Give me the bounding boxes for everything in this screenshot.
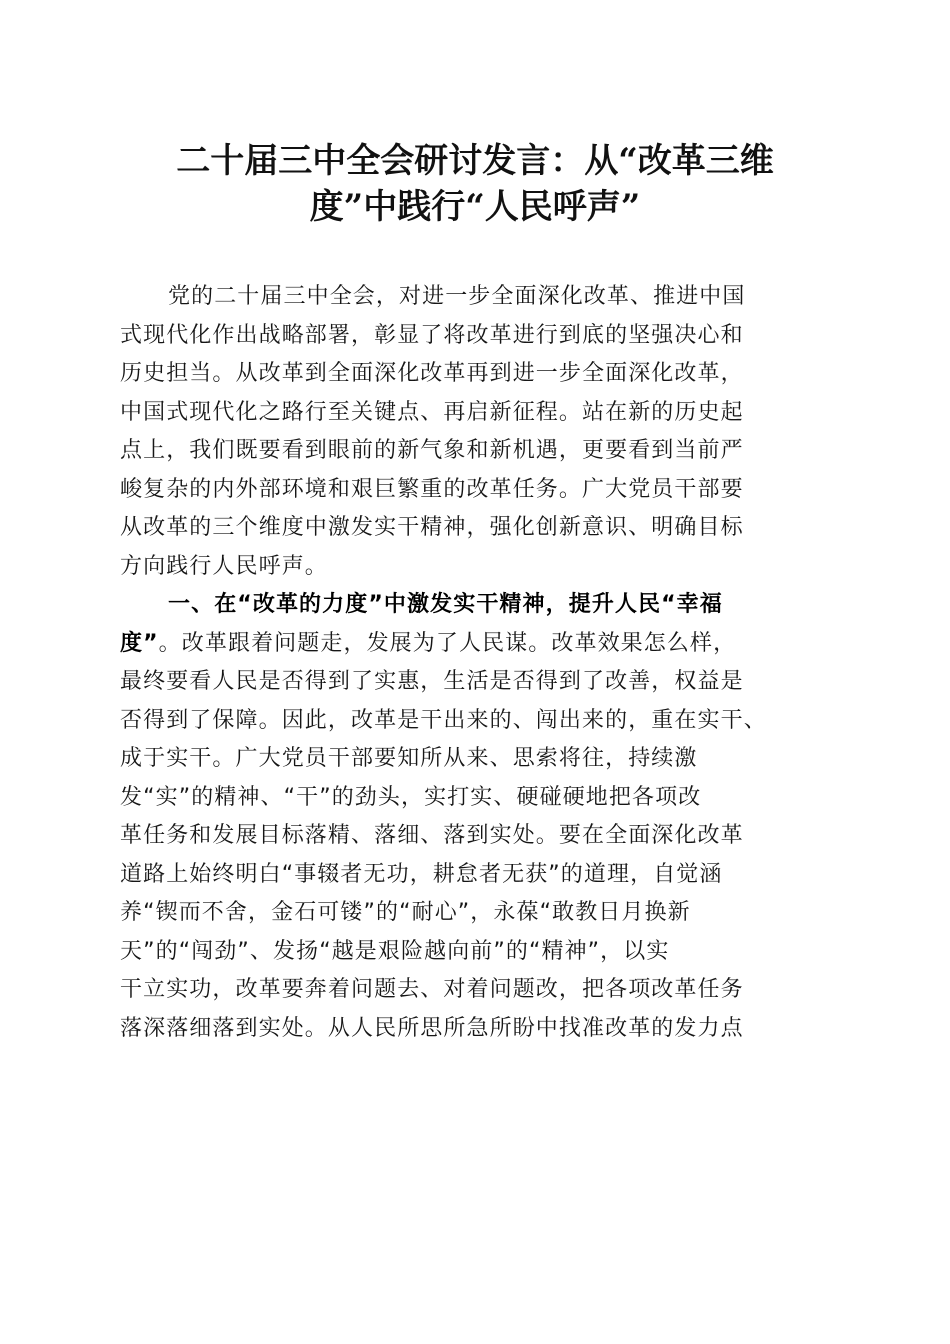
document-body — [120, 278, 832, 1048]
text-line: 式现代化作出战略部署，彰显了将改革进行到底的坚强决心和 — [120, 322, 744, 348]
title-line: 二十届三中全会研讨发言：从“改革三维 — [176, 141, 774, 181]
text-line: 从改革的三个维度中激发实干精神，强化创新意识、明确目标 — [120, 515, 744, 540]
section-heading-end: 度” — [120, 630, 159, 656]
text-line — [120, 625, 832, 664]
text-line: 天”的“闯劲”、发扬“越是艰险越向前”的“精神”，以实 — [120, 938, 670, 964]
text-line: 养“锲而不舍，金石可镂”的“耐心”，永葆“敢教日月换新 — [120, 900, 691, 925]
section-heading: 一、在“改革的力度”中激发实干精神，提升人民“幸福 — [168, 592, 723, 617]
text-line: 成于实干。广大党员干部要知所从来、思索将往，持续激 — [120, 746, 698, 771]
text-line: 落深落细落到实处。从人民所思所急所盼中找准改革的发力点 — [120, 1015, 744, 1041]
text-fragment: 。改革跟着问题走，发展为了人民谋。改革效果怎么样， — [158, 630, 737, 656]
text-line: 干立实功，改革要奔着问题去、对着问题改，把各项改革任务 — [120, 977, 744, 1002]
paragraph-intro — [120, 278, 832, 586]
title-line: 度”中践行“人民呼声” — [309, 187, 641, 227]
text-line: 党的二十届三中全会，对进一步全面深化改革、推进中国 — [168, 284, 746, 309]
text-line: 发“实”的精神、“干”的劲头，实打实、硬碰硬地把各项改 — [120, 784, 702, 810]
text-line: 点上，我们既要看到眼前的新气象和新机遇，更要看到当前严 — [120, 438, 744, 463]
text-line: 否得到了保障。因此，改革是干出来的、闯出来的，重在实干、 — [120, 707, 767, 733]
text-line: 方向践行人民呼声。 — [120, 553, 328, 579]
text-line: 道路上始终明白“事辍者无功，耕怠者无获”的道理，自觉涵 — [120, 861, 723, 887]
text-line: 革任务和发展目标落精、落细、落到实处。要在全面深化改革 — [120, 823, 744, 848]
text-line: 中国式现代化之路行至关键点、再启新征程。站在新的历史起 — [120, 399, 744, 425]
document-title — [120, 138, 830, 230]
text-line: 峻复杂的内外部环境和艰巨繁重的改革任务。广大党员干部要 — [120, 476, 744, 502]
text-line: 最终要看人民是否得到了实惠，生活是否得到了改善，权益是 — [120, 669, 744, 694]
paragraph-section-1 — [120, 586, 832, 1048]
text-line: 历史担当。从改革到全面深化改革再到进一步全面深化改革， — [120, 361, 744, 386]
